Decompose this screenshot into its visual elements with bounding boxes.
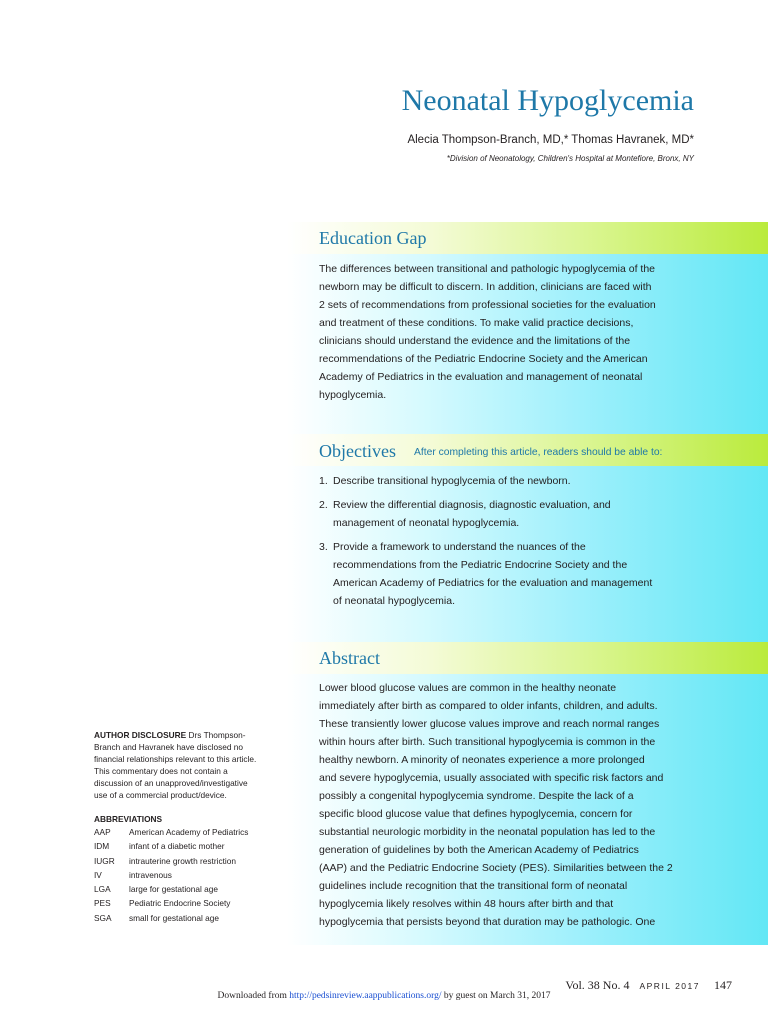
abbreviation-row — [94, 825, 290, 839]
list-item — [319, 496, 759, 532]
text-line: Review the differential diagnosis, diagnostic evaluation, and — [333, 499, 611, 511]
abbreviation-row — [94, 911, 290, 925]
text-line: American Academy of Pediatrics for the evaluation and management — [333, 577, 653, 589]
abbreviation: PES — [94, 898, 111, 909]
text-line: hypoglycemia likely resolves within 48 hours after birth and that — [319, 898, 614, 910]
download-suffix: by guest on March 31, 2017 — [441, 991, 551, 1001]
objectives-heading: Objectives — [319, 441, 396, 461]
text-line: Lower blood glucose values are common in the healthy neonate — [319, 682, 617, 694]
text-line: specific blood glucose value that defines hypoglycemia, concern for — [319, 808, 633, 820]
text-line: financial relationships relevant to this article. — [94, 754, 257, 764]
abbreviation-meaning: small for gestational age — [129, 912, 219, 923]
item-number: 3. — [319, 541, 328, 553]
text-line: Branch and Havranek have disclosed no — [94, 742, 243, 752]
objectives-list — [319, 472, 759, 616]
text-line: and treatment of these conditions. To make valid practice decisions, — [319, 317, 634, 329]
education-gap-text — [319, 260, 759, 404]
text-line: guidelines include recognition that the transitional form of neonatal — [319, 880, 628, 892]
text-line: clinicians should understand the evidence and the limitations of the — [319, 335, 631, 347]
abbreviation-meaning: intrauterine growth restriction — [129, 855, 236, 866]
abstract-text — [319, 679, 759, 931]
text-line: generation of guidelines by both the American Academy of Pediatrics — [319, 844, 639, 856]
abbreviation-row — [94, 839, 290, 853]
abbreviation: AAP — [94, 827, 111, 837]
abbreviation: SGA — [94, 912, 112, 923]
text-line: hypoglycemia that persists beyond that duration may be pathologic. One — [319, 916, 656, 928]
text-line: 2 sets of recommendations from professional societies for the evaluation — [319, 299, 656, 311]
abbreviation-meaning: Pediatric Endocrine Society — [129, 898, 231, 909]
abbreviations-heading: ABBREVIATIONS — [94, 814, 163, 824]
text-line: recommendations of the Pediatric Endocrine Society and the American — [319, 353, 648, 365]
abbreviation-meaning: intravenous — [129, 869, 172, 880]
text-line: and severe hypoglycemia, usually associated with specific risk factors and — [319, 772, 664, 784]
text-line: Describe transitional hypoglycemia of the newborn. — [333, 475, 571, 487]
item-number: 2. — [319, 499, 328, 511]
text-line: immediately after birth as compared to older infants, children, and adults. — [319, 700, 658, 712]
text-line: Provide a framework to understand the nuances of the — [333, 541, 586, 553]
abbreviation: IDM — [94, 841, 110, 852]
download-notice — [0, 991, 768, 1001]
list-item — [319, 538, 759, 610]
abstract-heading: Abstract — [319, 648, 380, 668]
abbreviation-row — [94, 882, 290, 896]
text-line: Academy of Pediatrics in the evaluation and management of neonatal — [319, 371, 643, 383]
text-line: This commentary does not contain a — [94, 766, 228, 776]
list-item — [319, 472, 759, 490]
abbreviation-meaning: large for gestational age — [129, 884, 219, 895]
abbreviation: IV — [94, 869, 102, 880]
download-prefix: Downloaded from — [217, 991, 290, 1001]
abbreviation-meaning: infant of a diabetic mother — [129, 841, 225, 852]
abbreviation-row — [94, 896, 290, 910]
disclosure-text: Drs Thompson- — [186, 730, 246, 740]
text-line: newborn may be difficult to discern. In addition, clinicians are faced with — [319, 281, 652, 293]
abbreviation-row — [94, 854, 290, 868]
disclosure-label: AUTHOR DISCLOSURE — [94, 730, 187, 740]
objectives-subheading: After completing this article, readers should be able to: — [414, 447, 663, 458]
text-line: discussion of an unapproved/investigative — [94, 778, 248, 788]
article-title: Neonatal Hypoglycemia — [401, 84, 694, 117]
text-line: recommendations from the Pediatric Endocrine Society and the — [333, 559, 628, 571]
author-disclosure — [94, 729, 290, 801]
article-affiliation: *Division of Neonatology, Children's Hospital at Montefiore, Bronx, NY — [446, 154, 694, 163]
text-line: of neonatal hypoglycemia. — [333, 595, 455, 607]
download-link[interactable]: http://pedsinreview.aappublications.org/ — [289, 991, 442, 1001]
education-gap-heading: Education Gap — [319, 228, 427, 248]
text-line: within hours after birth. Such transitional hypoglycemia is common in the — [319, 736, 656, 748]
text-line: healthy newborn. A minority of neonates experience a more prolonged — [319, 754, 645, 766]
text-line: substantial neurologic morbidity in the neonatal population has led to the — [319, 826, 656, 838]
text-line: possibly a congenital hypoglycemia syndrome. Despite the lack of a — [319, 790, 634, 802]
article-authors: Alecia Thompson-Branch, MD,* Thomas Havranek, MD* — [407, 134, 694, 146]
text-line: These transiently lower glucose values improve and reach normal ranges — [319, 718, 660, 730]
volume-number: Vol. 38 No. 4 — [565, 978, 630, 992]
text-line: use of a commercial product/device. — [94, 790, 227, 800]
text-line: (AAP) and the Pediatric Endocrine Society (PES). Similarities between the 2 — [319, 862, 673, 874]
text-line: The differences between transitional and pathologic hypoglycemia of the — [319, 263, 656, 275]
text-line: management of neonatal hypoglycemia. — [333, 517, 520, 529]
item-number: 1. — [319, 475, 328, 487]
abbreviation-meaning: American Academy of Pediatrics — [129, 827, 249, 837]
text-line: hypoglycemia. — [319, 389, 387, 401]
page-number: 147 — [714, 978, 732, 992]
abbreviation: IUGR — [94, 855, 115, 866]
sidebar — [94, 729, 290, 925]
issue-date: APRIL 2017 — [639, 981, 700, 991]
abbreviation: LGA — [94, 884, 111, 895]
abbreviation-row — [94, 868, 290, 882]
